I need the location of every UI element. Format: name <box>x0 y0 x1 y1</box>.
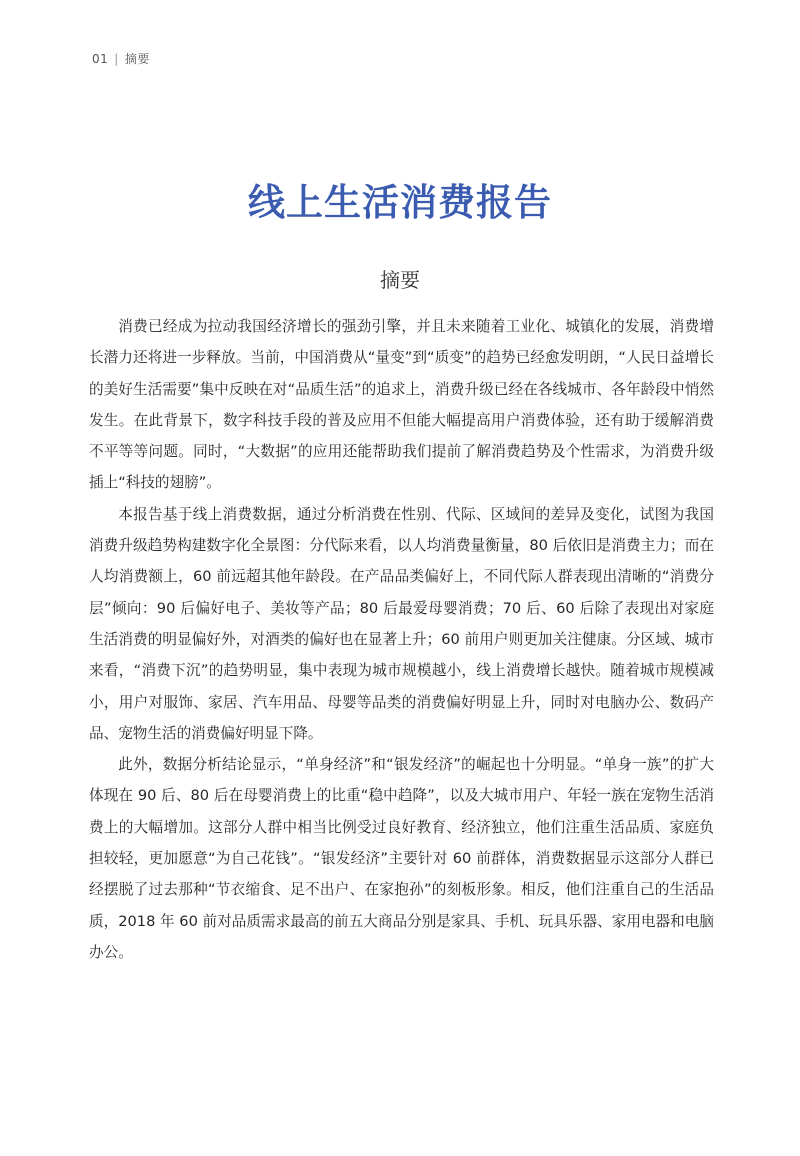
abstract-body <box>89 311 714 968</box>
section-heading: 摘要 <box>380 268 420 292</box>
header-section-label: 摘要 <box>124 52 150 66</box>
paragraph-1: 消费已经成为拉动我国经济增长的强劲引擎，并且未来随着工业化、城镇化的发展，消费增长潜力还将进一步释放。当前，中国消费从“量变”到“质变”的趋势已经愈发明朗，“人民日益增长的美好生活需要”集中反映在对“品质生活”的追求上，消费升级已经在各线城市、各年龄段中悄然发生。在此背景下，数字科技手段的普及应用不但能大幅提高用户消费体验，还有助于缓解消费不平等等问题。同时，“大数据”的应用还能帮助我们提前了解消费趋势及个性需求，为消费升级插上“科技的翅膀”。 <box>89 318 714 492</box>
paragraph-2: 本报告基于线上消费数据，通过分析消费在性别、代际、区域间的差异及变化，试图为我国消费升级趋势构建数字化全景图：分代际来看，以人均消费量衡量，80 后依旧是消费主力；而在人均消费额上，60 前远超其他年龄段。在产品品类偏好上，不同代际人群表现出清晰的“消费分层”倾向：90 后偏好电子、美妆等产品；80 后最爱母婴消费；70 后、60 后除了表现出对家庭生活消费的明显偏好外，对酒类的偏好也在显著上升；60 前用户则更加关注健康。分区域、城市来看，“消费下沉”的趋势明显，集中表现为城市规模越小，线上消费增长越快。随着城市规模减小，用户对服饰、家居、汽车用品、母婴等品类的消费偏好明显上升，同时对电脑办公、数码产品、宠物生活的消费偏好明显下降。 <box>89 505 714 742</box>
page-number: 01 <box>92 51 109 66</box>
document-title: 线上生活消费报告 <box>248 181 552 224</box>
page-header <box>92 50 150 67</box>
paragraph-3: 此外，数据分析结论显示，“单身经济”和“银发经济”的崛起也十分明显。“单身一族”的扩大体现在 90 后、80 后在母婴消费上的比重“稳中趋降”，以及大城市用户、年轻一族在宠物生活消费上的大幅增加。这部分人群中相当比例受过良好教育、经济独立，他们注重生活品质、家庭负担较轻，更加愿意“为自己花钱”。“银发经济”主要针对 60 前群体，消费数据显示这部分人群已经摆脱了过去那种“节衣缩食、足不出户、在家抱孙”的刻板形象。相反，他们注重自己的生活品质，2018 年 60 前对品质需求最高的前五大商品分别是家具、手机、玩具乐器、家用电器和电脑办公。 <box>89 756 714 961</box>
header-separator: | <box>114 51 119 66</box>
